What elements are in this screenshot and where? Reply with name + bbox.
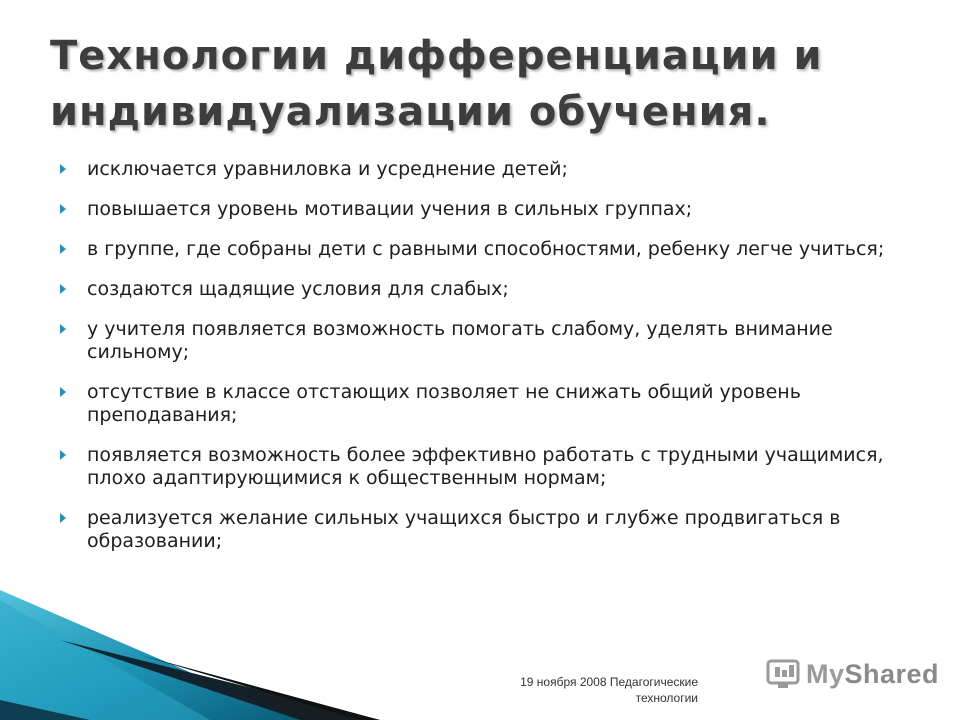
logo-text-shared: Shared bbox=[844, 658, 940, 689]
list-item bbox=[60, 444, 900, 490]
bullet-text: исключается уравниловка и усреднение детей; bbox=[87, 158, 568, 180]
triangle-bullet-icon bbox=[60, 284, 66, 294]
myshared-logo[interactable] bbox=[766, 656, 939, 692]
list-item bbox=[60, 381, 900, 427]
slide-footer bbox=[470, 674, 698, 706]
bullet-list bbox=[60, 158, 900, 570]
list-item bbox=[60, 238, 900, 261]
triangle-bullet-icon bbox=[60, 204, 66, 214]
bullet-text: у учителя появляется возможность помогать слабому, уделять внимание сильному; bbox=[87, 318, 833, 363]
triangle-bullet-icon bbox=[60, 450, 66, 460]
list-item bbox=[60, 198, 900, 221]
list-item bbox=[60, 318, 900, 364]
triangle-bullet-icon bbox=[60, 324, 66, 334]
bullet-text: повышается уровень мотивации учения в сильных группах; bbox=[87, 198, 693, 220]
bullet-text: в группе, где собраны дети с равными способностями, ребенку легче учиться; bbox=[87, 238, 885, 260]
bullet-text: отсутствие в классе отстающих позволяет не снижать общий уровень преподавания; bbox=[87, 381, 801, 426]
list-item bbox=[60, 507, 900, 553]
list-item bbox=[60, 278, 900, 301]
bullet-text: появляется возможность более эффективно работать с трудными учащимися, плохо адаптирующимися к общественным нормам; bbox=[87, 444, 884, 489]
triangle-bullet-icon bbox=[60, 387, 66, 397]
slide-title: Технологии дифференциации и индивидуализации обучения. bbox=[50, 33, 823, 135]
logo-text bbox=[806, 659, 939, 690]
list-item bbox=[60, 158, 900, 181]
triangle-bullet-icon bbox=[60, 513, 66, 523]
bullet-text: создаются щадящие условия для слабых; bbox=[87, 278, 509, 300]
footer-line-2: технологии bbox=[635, 691, 698, 705]
triangle-bullet-icon bbox=[60, 244, 66, 254]
triangle-bullet-icon bbox=[60, 164, 66, 174]
footer-line-1: 19 ноября 2008 Педагогические bbox=[520, 675, 698, 689]
myshared-logo-icon bbox=[766, 657, 802, 691]
logo-text-my: My bbox=[806, 658, 845, 689]
bullet-text: реализуется желание сильных учащихся быстро и глубже продвигаться в образовании; bbox=[87, 507, 841, 552]
